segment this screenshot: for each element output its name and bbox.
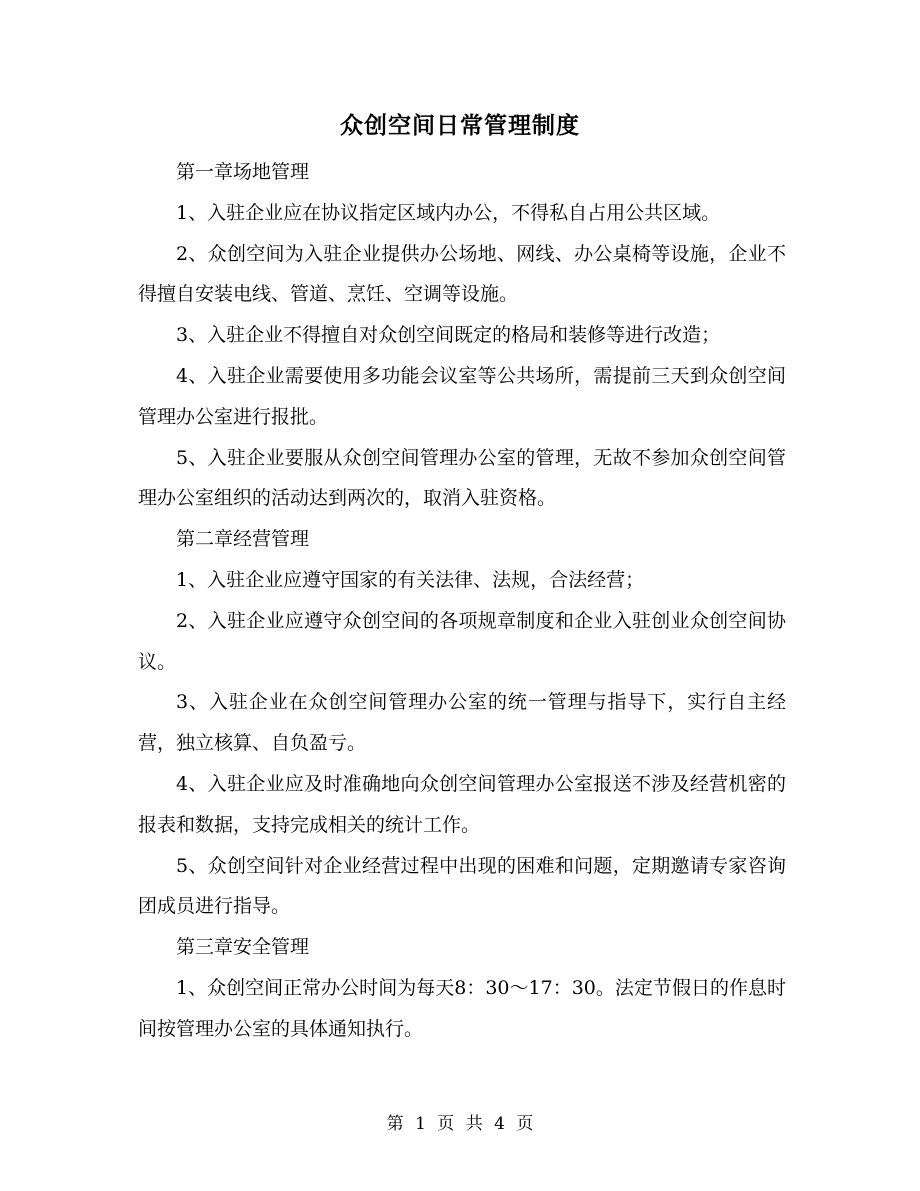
section-heading: 第二章经营管理 — [176, 528, 310, 551]
document-body — [138, 152, 786, 1050]
paragraph: 2、众创空间为入驻企业提供办公场地、网线、办公桌椅等设施，企业不得擅自安装电线、管道、烹饪、空调等设施。 — [138, 242, 786, 306]
paragraph: 3、入驻企业在众创空间管理办公室的统一管理与指导下，实行自主经营，独立核算、自负盈亏。 — [138, 691, 786, 755]
paragraph: 3、入驻企业不得擅自对众创空间既定的格局和装修等进行改造； — [176, 324, 721, 347]
paragraph: 4、入驻企业需要使用多功能会议室等公共场所，需提前三天到众创空间管理办公室进行报批。 — [138, 364, 786, 428]
section-heading: 第三章安全管理 — [176, 936, 310, 959]
page-number-footer: 第 1 页 共 4 页 — [386, 1114, 534, 1134]
paragraph: 1、入驻企业应在协议指定区域内办公，不得私自占用公共区域。 — [176, 201, 721, 224]
paragraph: 5、众创空间针对企业经营过程中出现的困难和问题，定期邀请专家咨询团成员进行指导。 — [138, 854, 786, 918]
paragraph: 1、众创空间正常办公时间为每天8：30～17：30。法定节假日的作息时间按管理办公室的具体通知执行。 — [138, 976, 786, 1040]
document-title: 众创空间日常管理制度 — [340, 112, 580, 139]
section-heading: 第一章场地管理 — [176, 161, 310, 183]
paragraph: 4、入驻企业应及时准确地向众创空间管理办公室报送不涉及经营机密的报表和数据，支持完成相关的统计工作。 — [138, 772, 786, 836]
paragraph: 5、入驻企业要服从众创空间管理办公室的管理，无故不参加众创空间管理办公室组织的活动达到两次的，取消入驻资格。 — [138, 446, 786, 510]
paragraph: 2、入驻企业应遵守众创空间的各项规章制度和企业入驻创业众创空间协议。 — [138, 609, 786, 673]
paragraph: 1、入驻企业应遵守国家的有关法律、法规，合法经营； — [176, 568, 645, 591]
